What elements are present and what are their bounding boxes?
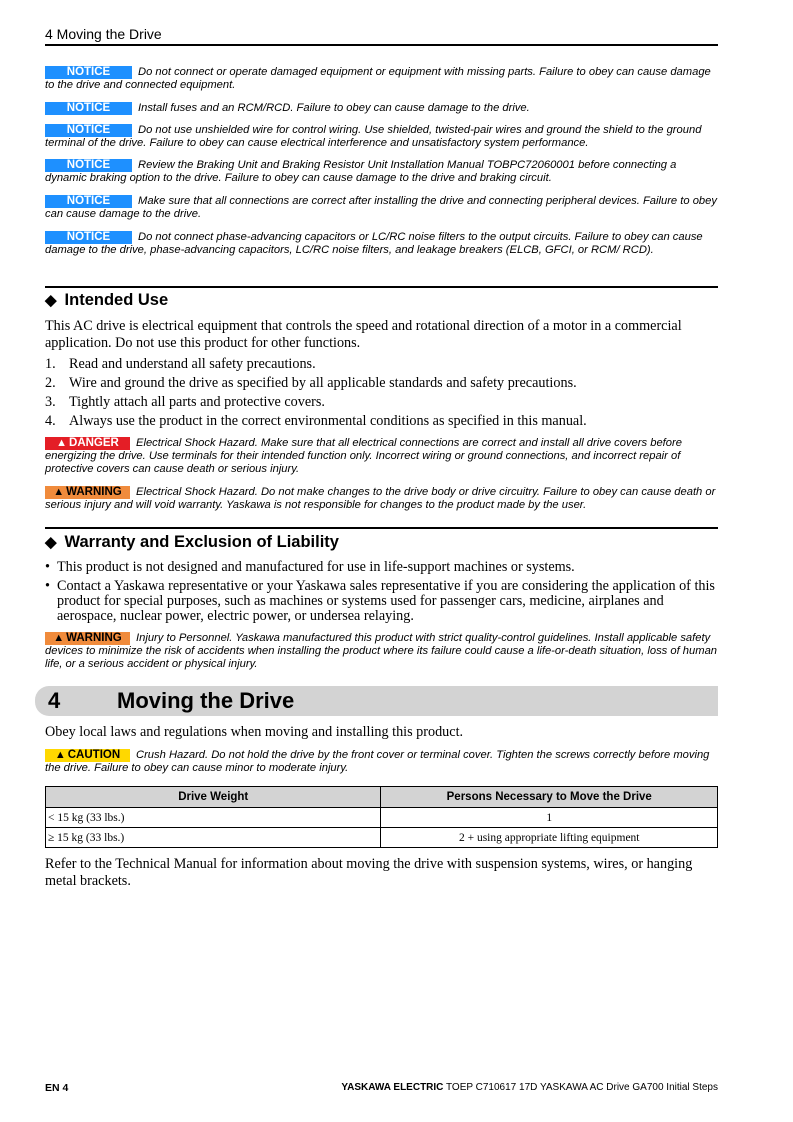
table-header-cell: Persons Necessary to Move the Drive bbox=[381, 787, 718, 808]
warning-badge bbox=[45, 486, 130, 499]
diamond-icon: ◆ bbox=[45, 534, 57, 551]
notice-badge: NOTICE bbox=[45, 102, 132, 115]
table-row bbox=[46, 828, 718, 848]
badge-label: WARNING bbox=[66, 486, 122, 498]
notice-message bbox=[45, 195, 718, 221]
notice-text: Install fuses and an RCM/RCD. Failure to obey can cause damage to the drive. bbox=[138, 102, 530, 114]
bullet-item bbox=[45, 560, 718, 575]
notice-text: Do not connect or operate damaged equipment or equipment with missing parts. Failure to obey can cause damage to the drive and connected equipment. bbox=[45, 66, 711, 91]
badge-label: DANGER bbox=[69, 437, 119, 449]
notice-message bbox=[45, 124, 718, 150]
section-rule bbox=[45, 527, 718, 529]
section-title-text: Warranty and Exclusion of Liability bbox=[64, 533, 339, 551]
notice-badge: NOTICE bbox=[45, 195, 132, 208]
badge-label: WARNING bbox=[66, 632, 122, 644]
table-cell: 1 bbox=[381, 808, 718, 828]
notice-badge: NOTICE bbox=[45, 159, 132, 172]
notice-message bbox=[45, 66, 718, 92]
caution-badge bbox=[45, 749, 130, 762]
list-text: Read and understand all safety precautions. bbox=[69, 356, 316, 372]
table-cell: ≥ 15 kg (33 lbs.) bbox=[46, 828, 381, 848]
bullet-text: Contact a Yaskawa representative or your Yaskawa sales representative if you are considering the application of this product for special purposes, such as machines or systems used for passenger cars, medicine, airplanes and aerospace, nuclear power, electric power, or undersea relaying. bbox=[57, 578, 715, 624]
notice-badge: NOTICE bbox=[45, 231, 132, 244]
warning-triangle-icon: ▲ bbox=[53, 486, 65, 498]
warning-text: Electrical Shock Hazard. Do not make changes to the drive body or drive circuitry. Failure to obey can cause death or serious injury and will void warranty. Yaskawa is not responsible for changes to the product made by the user. bbox=[45, 486, 716, 511]
section-rule bbox=[45, 286, 718, 288]
intended-use-intro: This AC drive is electrical equipment that controls the speed and rotational direction of a motor in a commercial application. Do not use this product for other functions. bbox=[45, 318, 682, 351]
warning-triangle-icon: ▲ bbox=[54, 749, 66, 761]
chapter-title: Moving the Drive bbox=[117, 688, 295, 713]
notice-badge: NOTICE bbox=[45, 124, 132, 137]
diamond-icon: ◆ bbox=[45, 292, 57, 309]
warning-message bbox=[45, 486, 718, 512]
notice-badge: NOTICE bbox=[45, 66, 132, 79]
warning-triangle-icon: ▲ bbox=[53, 632, 65, 644]
list-item bbox=[45, 356, 316, 373]
notice-text: Do not connect phase-advancing capacitors or LC/RC noise filters to the output circuits. Failure to obey can cause damage to the drive, phase-advancing capacitors, LC/RC noise filters, and leakage breakers (ELCB, GFCI, or RCM/ RCD). bbox=[45, 231, 703, 256]
list-text: Wire and ground the drive as specified by all applicable standards and safety precautions. bbox=[69, 375, 577, 391]
list-number: 4. bbox=[45, 413, 56, 429]
section-title-intended-use bbox=[45, 291, 168, 310]
badge-label: CAUTION bbox=[67, 749, 121, 761]
danger-badge bbox=[45, 437, 130, 450]
warning-triangle-icon: ▲ bbox=[56, 437, 68, 449]
bullet-icon: • bbox=[45, 578, 50, 594]
bullet-text: This product is not designed and manufactured for use in life-support machines or systems. bbox=[57, 559, 575, 575]
chapter-intro: Obey local laws and regulations when moving and installing this product. bbox=[45, 724, 464, 740]
list-item bbox=[45, 394, 325, 411]
warning-badge bbox=[45, 632, 130, 645]
section-title-text: Intended Use bbox=[64, 291, 169, 309]
bullet-icon: • bbox=[45, 559, 50, 575]
list-text: Always use the product in the correct environmental conditions as specified in this manual. bbox=[69, 413, 587, 429]
caution-message bbox=[45, 749, 718, 775]
chapter-number: 4 bbox=[48, 688, 61, 713]
caution-text: Crush Hazard. Do not hold the drive by the front cover or terminal cover. Tighten the screws correctly before moving the drive. Failure to obey can cause minor to moderate injury. bbox=[45, 749, 710, 774]
bullet-item bbox=[45, 579, 718, 624]
section-title-warranty bbox=[45, 533, 339, 552]
notice-message bbox=[45, 102, 718, 115]
notice-text: Review the Braking Unit and Braking Resistor Unit Installation Manual TOBPC72060001 before connecting a dynamic braking option to the drive. Failure to obey can cause damage to the drive and braking circuit. bbox=[45, 159, 677, 184]
table-row bbox=[46, 808, 718, 828]
chapter-outro: Refer to the Technical Manual for information about moving the drive with suspension systems, wires, or hanging metal brackets. bbox=[45, 856, 693, 889]
running-header: 4 Moving the Drive bbox=[45, 26, 162, 42]
danger-message bbox=[45, 437, 718, 476]
warning-text: Injury to Personnel. Yaskawa manufactured this product with strict quality-control guidelines. Install applicable safety devices to minimize the risk of accidents when installing the product where its failure could cause a life-or-death situation, loss of human life, or a serious accident or physical injury. bbox=[45, 632, 718, 670]
footer-page-number: EN 4 bbox=[45, 1082, 69, 1094]
footer-document-info bbox=[341, 1082, 718, 1093]
notice-message bbox=[45, 159, 718, 185]
list-item bbox=[45, 413, 587, 430]
table-header-cell: Drive Weight bbox=[46, 787, 381, 808]
footer-doc: TOEP C710617 17D YASKAWA AC Drive GA700 Initial Steps bbox=[443, 1082, 718, 1093]
notice-message bbox=[45, 231, 718, 257]
footer-brand: YASKAWA ELECTRIC bbox=[341, 1082, 444, 1093]
notice-text: Do not use unshielded wire for control wiring. Use shielded, twisted-pair wires and ground the shield to the ground terminal of the drive. Failure to obey can cause electrical interference and unsatisfactory system performance. bbox=[45, 124, 702, 149]
danger-text: Electrical Shock Hazard. Make sure that all electrical connections are correct and install all drive covers before energizing the drive. Use terminals for their intended function only. Incorrect wiring or ground connections, and incorrect repair of protective covers can cause death or serious injury. bbox=[45, 437, 682, 475]
table-header-row bbox=[46, 787, 718, 808]
list-text: Tightly attach all parts and protective covers. bbox=[69, 394, 325, 410]
list-number: 1. bbox=[45, 356, 56, 372]
drive-weight-table bbox=[45, 786, 718, 848]
warning-message bbox=[45, 632, 718, 671]
header-rule bbox=[45, 44, 718, 46]
list-number: 2. bbox=[45, 375, 56, 391]
table-cell: 2 + using appropriate lifting equipment bbox=[381, 828, 718, 848]
list-number: 3. bbox=[45, 394, 56, 410]
notice-text: Make sure that all connections are correct after installing the drive and connecting peripheral devices. Failure to obey can cause damage to the drive. bbox=[45, 195, 717, 220]
list-item bbox=[45, 375, 577, 392]
table-cell: < 15 kg (33 lbs.) bbox=[46, 808, 381, 828]
